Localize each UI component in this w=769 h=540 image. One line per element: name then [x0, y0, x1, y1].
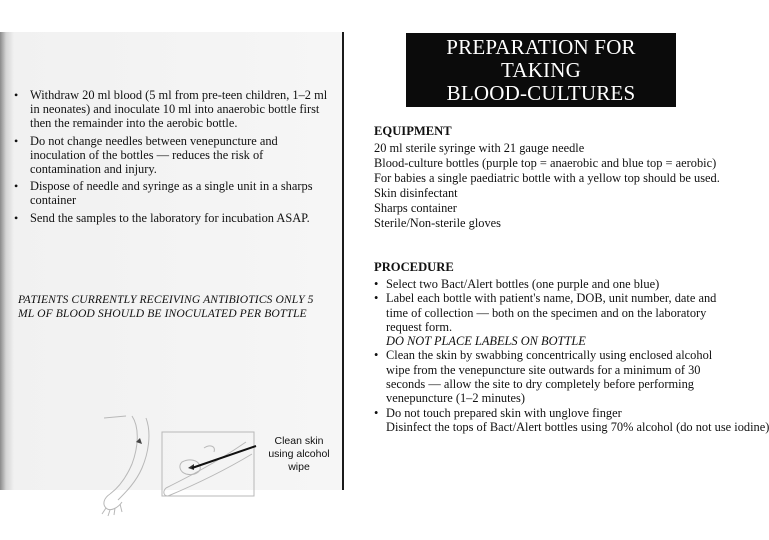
- equipment-list: [374, 141, 718, 231]
- step-label-bottles: Label each bottle with patient's name, DOB, unit number, date and time of collection — both on the specimen and on the laboratory request form.: [386, 291, 717, 334]
- bullet-withdraw-blood: • Withdraw 20 ml blood (5 ml from pre-teen children, 1–2 ml in neonates) and inoculate 10 ml into anaerobic bottle first then the remainder into the aerobic bottle.: [12, 88, 330, 131]
- procedure-list: [374, 277, 769, 434]
- bullet-dispose-needle: • Dispose of needle and syringe as a single unit in a sharps container: [12, 179, 330, 207]
- step-select-bottles: Select two Bact/Alert bottles (one purple and one blue): [386, 277, 660, 291]
- equipment-item: Sterile/Non-sterile gloves: [374, 216, 501, 230]
- equipment-item: Skin disinfectant: [374, 186, 458, 200]
- arm-swab-illustration: [96, 408, 256, 516]
- label-line-3: wipe: [288, 461, 310, 473]
- equipment-item: Blood-culture bottles (purple top = anaerobic and blue top = aerobic): [374, 156, 717, 170]
- left-instruction-panel: [0, 32, 344, 490]
- step-do-not-touch: Do not touch prepared skin with unglove finger: [386, 405, 622, 420]
- label-line-1: Clean skin: [274, 435, 324, 447]
- step-disinfect-tops: Disinfect the tops of Bact/Alert bottles using 70% alcohol (do not use iodine): [386, 419, 769, 434]
- bullet-send-samples: • Send the samples to the laboratory for incubation ASAP.: [12, 211, 330, 225]
- illustration-label: [262, 435, 336, 474]
- procedure-step: [374, 405, 769, 435]
- procedure-step: [374, 291, 718, 348]
- left-bullet-list: [12, 88, 330, 228]
- label-warning-note: DO NOT PLACE LABELS ON BOTTLE: [386, 334, 586, 349]
- equipment-item: Sharps container: [374, 201, 457, 215]
- title-line-1: PREPARATION FOR TAKING: [446, 34, 636, 82]
- procedure-step: [374, 277, 718, 291]
- equipment-item: For babies a single paediatric bottle with a yellow top should be used.: [374, 171, 720, 185]
- antibiotics-warning: PATIENTS CURRENTLY RECEIVING ANTIBIOTICS ONLY 5 ML OF BLOOD SHOULD BE INOCULATED PER BOTTLE: [18, 293, 314, 320]
- procedure-heading: PROCEDURE: [374, 260, 454, 274]
- procedure-step: [374, 348, 718, 405]
- title-line-2: BLOOD-CULTURES: [446, 80, 636, 105]
- step-clean-skin: Clean the skin by swabbing concentrically using enclosed alcohol wipe from the venepuncture site outwards for a minimum of 30 seconds — allow the site to dry completely before performing venepuncture (1–2 minutes): [386, 348, 713, 406]
- equipment-item: 20 ml sterile syringe with 21 gauge needle: [374, 141, 585, 155]
- label-line-2: using alcohol: [268, 448, 330, 460]
- bullet-do-not-change-needles: • Do not change needles between venepuncture and inoculation of the bottles — reduces the risk of contamination and injury.: [12, 134, 330, 177]
- page-title: [406, 33, 676, 107]
- equipment-heading: EQUIPMENT: [374, 124, 452, 138]
